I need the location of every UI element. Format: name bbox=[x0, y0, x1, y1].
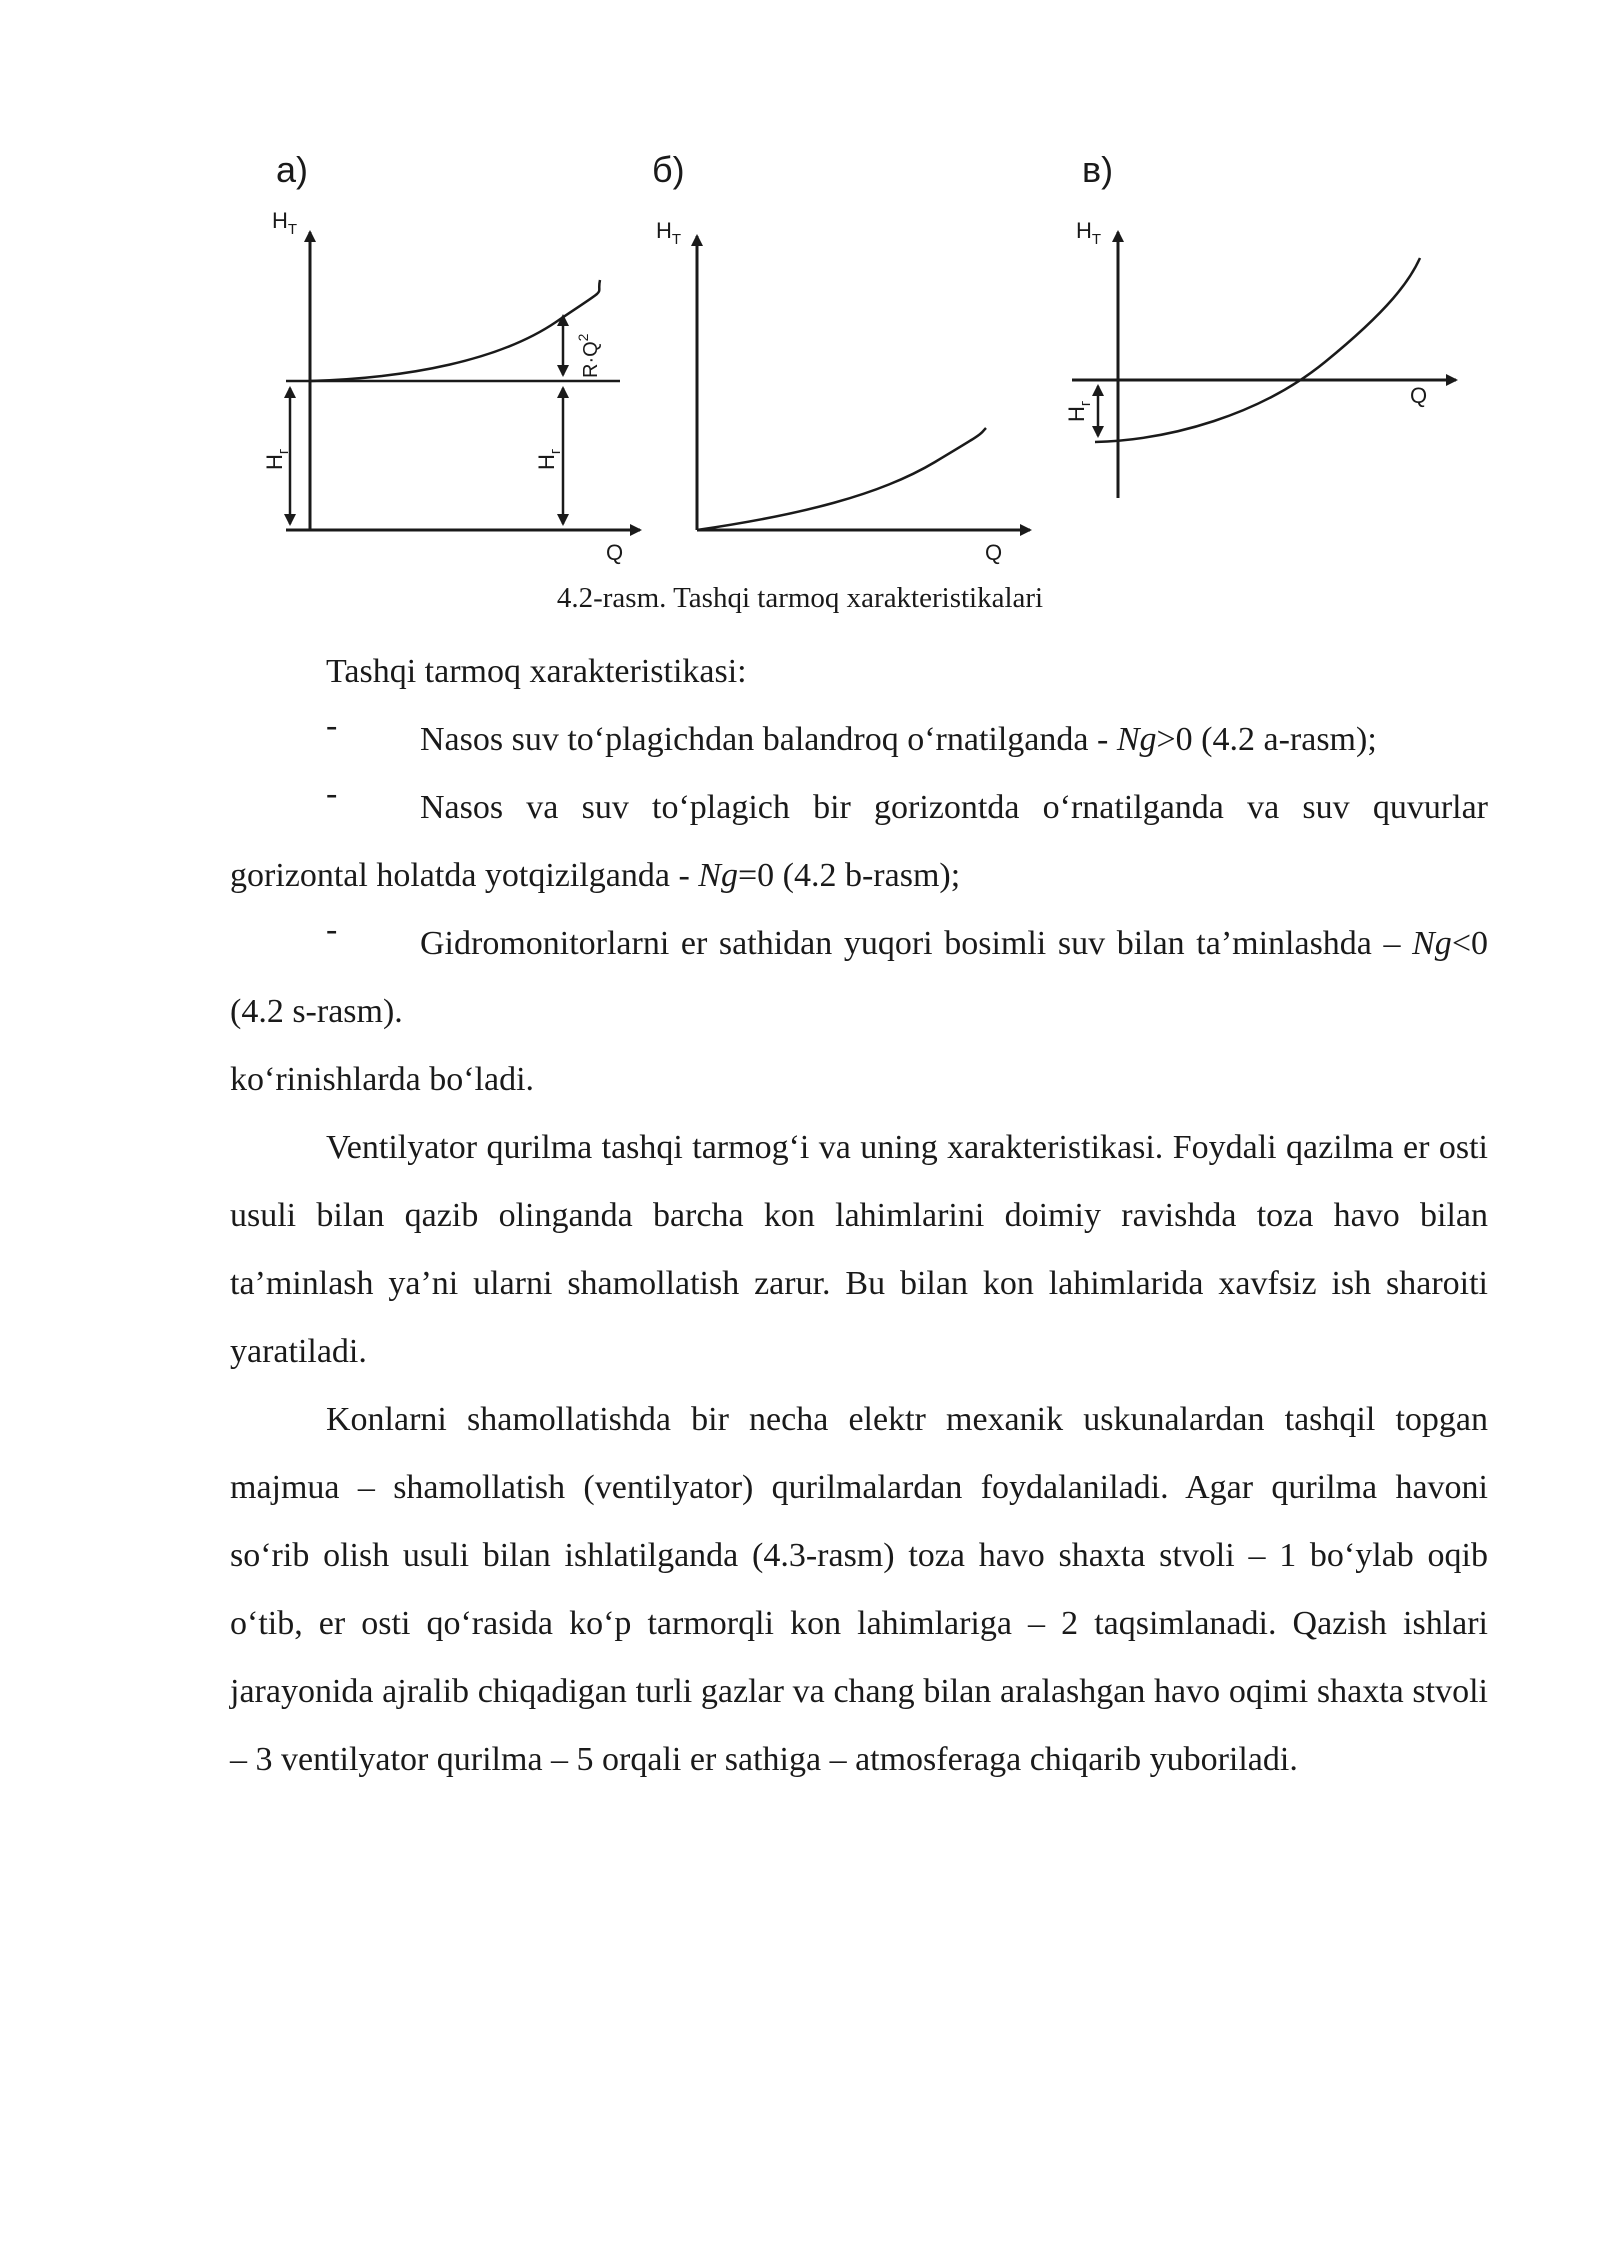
panel-b-y-axis-label: $H_T$ bbox=[656, 218, 682, 248]
dash-marker: - bbox=[326, 911, 338, 948]
panel-a-x-axis-label: Q bbox=[606, 540, 624, 565]
panel-a-y-axis-label: $H_T$ bbox=[272, 208, 298, 238]
panel-a-letter: а) bbox=[276, 149, 309, 190]
dash-marker: - bbox=[326, 775, 338, 812]
figure-caption: 4.2-rasm. Tashqi tarmoq xarakteristikalari bbox=[556, 582, 1044, 614]
list-item-1: - Nasos suv to‘plagichdan balandroq o‘rnatilganda - Ng>0 (4.2 a-rasm); bbox=[230, 706, 1488, 774]
dash-marker: - bbox=[326, 707, 338, 744]
panel-c-left-dim-label: $H_г$ bbox=[1064, 400, 1094, 422]
list-item-2: - Nasos va suv to‘plagich bir gorizontda o‘rnatilganda va suv quvurlar gorizontal holatda yotqizilganda - Ng=0 (4.2 b-rasm); bbox=[230, 774, 1488, 910]
panel-a-curve bbox=[310, 280, 600, 381]
closing-line: ko‘rinishlarda bo‘ladi. bbox=[230, 1061, 535, 1098]
panel-c-x-axis-label: Q bbox=[1410, 383, 1428, 408]
panel-b-x-axis-label: Q bbox=[985, 540, 1003, 565]
panel-b-curve bbox=[697, 428, 986, 530]
panel-a-curve-dim-label: $R\cdot Q^2$ bbox=[575, 333, 602, 378]
panel-c bbox=[1064, 149, 1456, 498]
intro-line: Tashqi tarmoq xarakteristikasi: bbox=[326, 653, 747, 690]
figure-4-2 bbox=[0, 0, 1600, 600]
panel-a-right-dim-label: $H_г$ bbox=[534, 448, 564, 470]
panel-c-curve bbox=[1095, 258, 1420, 442]
panel-b bbox=[652, 149, 1030, 565]
paragraph-ventilation: Ventilyator qurilma tashqi tarmog‘i va uning xarakteristikasi. Foydali qazilma er osti usuli bilan qazib olinganda barcha kon lahimlarini doimiy ravishda toza havo bilan ta’minlash ya’ni ularni shamollatish zarur. Bu bilan kon lahimlarida xavfsiz ish sharoiti yaratiladi. bbox=[230, 1129, 1488, 1370]
panel-b-letter: б) bbox=[652, 149, 685, 190]
panel-a-left-dim-label: $H_г$ bbox=[262, 448, 292, 470]
panel-c-letter: в) bbox=[1082, 149, 1114, 190]
panel-c-y-axis-label: $H_T$ bbox=[1076, 218, 1102, 248]
panel-a bbox=[262, 149, 640, 565]
paragraph-ventilation-setup: Konlarni shamollatishda bir necha elektr mexanik uskunalardan tashqil topgan majmua – shamollatish (ventilyator) qurilmalardan foydalaniladi. Agar qurilma havoni so‘rib olish usuli bilan ishlatilganda (4.3-rasm) toza havo shaxta stvoli – 1 bo‘ylab oqib o‘tib, er osti qo‘rasida ko‘p tarmorqli kon lahimlariga – 2 taqsimlanadi. Qazish ishlari jarayonida ajralib chiqadigan turli gazlar va chang bilan aralashgan havo oqimi shaxta stvoli – 3 ventilyator qurilma – 5 orqali er sathiga – atmosferaga chiqarib yuboriladi. bbox=[230, 1401, 1488, 1778]
document-body bbox=[230, 638, 1488, 1794]
list-item-3: - Gidromonitorlarni er sathidan yuqori bosimli suv bilan ta’minlashda – Ng<0 (4.2 s-rasm). bbox=[230, 910, 1488, 1046]
